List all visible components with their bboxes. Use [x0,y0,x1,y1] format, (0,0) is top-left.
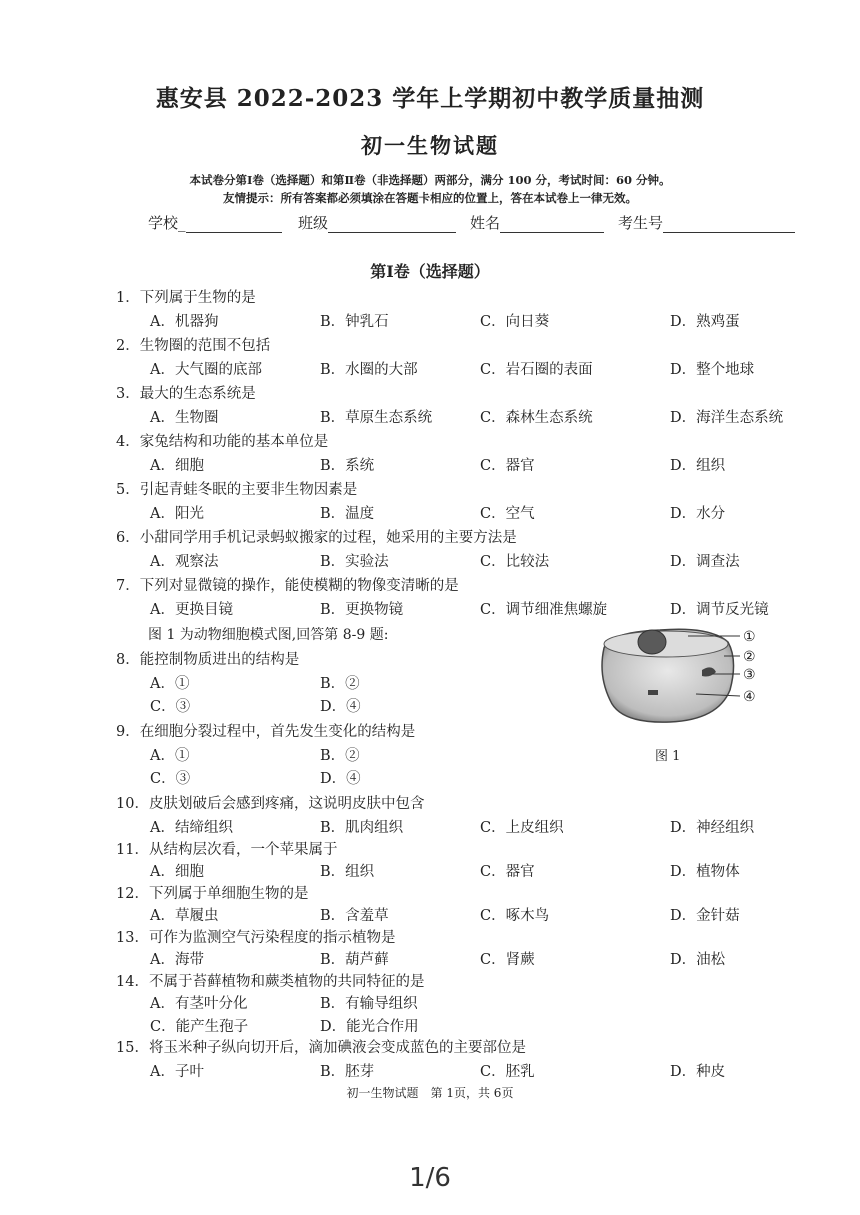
figure-label-2: ② [743,649,756,665]
answer-option: A．海带 [150,952,204,968]
animal-cell-figure [590,620,780,730]
question-stem: 3．最大的生态系统是 [116,386,256,402]
answer-option: B．胚芽 [320,1064,375,1080]
organelle-small [648,690,658,695]
answer-option: C．器官 [480,864,535,880]
section-title: 第Ⅰ卷（选择题） [370,262,490,281]
answer-option: A．更换目镜 [150,602,233,618]
answer-option: A．阳光 [150,506,204,522]
answer-option: C．能产生孢子 [150,1019,249,1035]
answer-option: D．海洋生态系统 [670,410,784,426]
answer-option: D．植物体 [670,864,740,880]
figure-label-4: ④ [743,689,756,705]
answer-option: D．油松 [670,952,726,968]
question-stem: 7．下列对显微镜的操作，能使模糊的物像变清晰的是 [116,578,459,594]
answer-option: B．葫芦藓 [320,952,389,968]
answer-option: D．水分 [670,506,726,522]
answer-option: A．机器狗 [150,314,219,330]
answer-option: C．肾蕨 [480,952,535,968]
answer-option: A．结缔组织 [150,820,233,836]
answer-option: D．组织 [670,458,726,474]
answer-option: B．② [320,676,360,692]
question-stem: 6．小甜同学用手机记录蚂蚁搬家的过程，她采用的主要方法是 [116,530,517,546]
answer-option: C．森林生态系统 [480,410,593,426]
answer-option: A．大气圈的底部 [150,362,262,378]
answer-option: B．更换物镜 [320,602,404,618]
question-stem: 14．不属于苔藓植物和蕨类植物的共同特征的是 [116,974,425,990]
answer-option: D．整个地球 [670,362,755,378]
answer-option: B．实验法 [320,554,389,570]
answer-option: C．比较法 [480,554,550,570]
answer-option: D．金针菇 [670,908,740,924]
answer-option: C．岩石圈的表面 [480,362,593,378]
question-stem: 4．家兔结构和功能的基本单位是 [116,434,329,450]
answer-option: D．调查法 [670,554,740,570]
answer-option: B．钟乳石 [320,314,389,330]
answer-option: D．④ [320,771,361,787]
answer-option: C．向日葵 [480,314,550,330]
answer-option: D．调节反光镜 [670,602,769,618]
question-stem: 2．生物圈的范围不包括 [116,338,271,354]
exam-no-label: 考生号 [618,214,664,232]
class-blank [328,218,456,233]
answer-option: C．胚乳 [480,1064,535,1080]
answer-option: A．子叶 [150,1064,204,1080]
question-stem: 11．从结构层次看，一个苹果属于 [116,842,338,858]
answer-option: C．上皮组织 [480,820,564,836]
answer-option: B．含羞草 [320,908,389,924]
question-stem: 5．引起青蛙冬眠的主要非生物因素是 [116,482,358,498]
answer-option: D．能光合作用 [320,1019,419,1035]
exam-note-1: 本试卷分第Ⅰ卷（选择题）和第Ⅱ卷（非选择题）两部分，满分 100 分，考试时间：60 分钟。 [189,173,671,187]
answer-option: A．观察法 [150,554,219,570]
name-field [470,212,604,233]
figure-intro: 图 1 为动物细胞模式图,回答第 8-9 题: [148,627,389,643]
question-stem: 1．下列属于生物的是 [116,290,256,306]
question-stem: 12．下列属于单细胞生物的是 [116,886,309,902]
name-blank [500,218,604,233]
exam-no-field [618,212,795,233]
answer-option: A．有茎叶分化 [150,996,248,1012]
answer-option: D．熟鸡蛋 [670,314,740,330]
answer-option: D．④ [320,699,361,715]
answer-option: C．器官 [480,458,535,474]
answer-option: A．草履虫 [150,908,219,924]
question-stem: 10．皮肤划破后会感到疼痛，这说明皮肤中包含 [116,796,425,812]
class-field [298,212,456,233]
school-label: 学校_ [148,214,186,232]
answer-option: D．神经组织 [670,820,755,836]
answer-option: C．空气 [480,506,535,522]
figure-label-1: ① [743,629,756,645]
question-stem: 15．将玉米种子纵向切开后，滴加碘液会变成蓝色的主要部位是 [116,1040,526,1056]
school-field [148,212,282,233]
answer-option: B．水圈的大部 [320,362,418,378]
name-label: 姓名 [470,214,501,232]
exam-note-2: 友情提示：所有答案都必须填涂在答题卡相应的位置上，答在本试卷上一律无效。 [223,191,637,205]
answer-option: C．啄木鸟 [480,908,550,924]
answer-option: B．组织 [320,864,375,880]
answer-option: B．草原生态系统 [320,410,433,426]
answer-option: B．有输导组织 [320,996,418,1012]
nucleus [638,630,666,654]
answer-option: A．① [150,748,190,764]
figure-label-3: ③ [743,667,756,683]
answer-option: B．肌肉组织 [320,820,404,836]
page-indicator: 1/6 [409,1163,451,1193]
question-stem: 13．可作为监测空气污染程度的指示植物是 [116,930,396,946]
school-blank [186,218,282,233]
class-label: 班级 [298,214,329,232]
answer-option: D．种皮 [670,1064,726,1080]
figure-caption: 图 1 [655,749,681,764]
page-footer: 初一生物试题 第 1页，共 6页 [346,1086,514,1100]
answer-option: A．细胞 [150,864,204,880]
answer-option: A．① [150,676,190,692]
answer-option: C．调节细准焦螺旋 [480,602,608,618]
answer-option: A．细胞 [150,458,204,474]
answer-option: A．生物圈 [150,410,219,426]
exam-no-blank [663,218,795,233]
answer-option: B．系统 [320,458,375,474]
question-stem: 8．能控制物质进出的结构是 [116,652,300,668]
exam-title: 惠安县 2022-2023 学年上学期初中教学质量抽测 [155,85,705,112]
answer-option: C．③ [150,699,191,715]
exam-subtitle: 初一生物试题 [361,133,499,158]
question-stem: 9．在细胞分裂过程中，首先发生变化的结构是 [116,724,416,740]
answer-option: C．③ [150,771,191,787]
answer-option: B．② [320,748,360,764]
answer-option: B．温度 [320,506,375,522]
